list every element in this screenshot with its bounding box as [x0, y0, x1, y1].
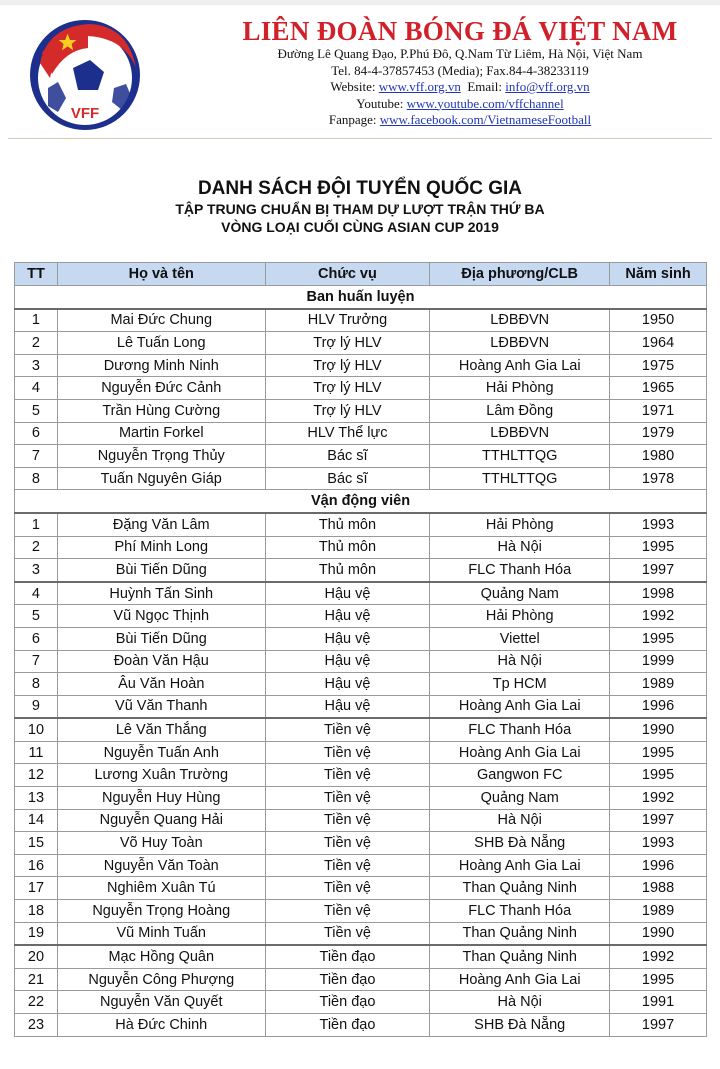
table-row [15, 536, 707, 559]
person-name: Nguyễn Đức Cảnh [57, 377, 265, 400]
row-number: 9 [15, 695, 58, 718]
logo-text: VFF [70, 105, 100, 122]
club: Than Quảng Ninh [430, 922, 610, 945]
club: Than Quảng Ninh [430, 945, 610, 968]
row-number: 7 [15, 650, 58, 673]
row-number: 15 [15, 832, 58, 855]
club: Hà Nội [430, 650, 610, 673]
person-name: Đoàn Văn Hậu [57, 650, 265, 673]
birth-year: 1979 [610, 422, 707, 445]
birth-year: 1989 [610, 900, 707, 923]
title-sub2: VÒNG LOẠI CUỐI CÙNG ASIAN CUP 2019 [221, 219, 499, 235]
birth-year: 1965 [610, 377, 707, 400]
table-row [15, 605, 707, 628]
table-row [15, 695, 707, 718]
person-name: Nguyễn Văn Toàn [57, 854, 265, 877]
role: Tiền vệ [265, 741, 430, 764]
role: Hậu vệ [265, 582, 430, 605]
person-name: Phí Minh Long [57, 536, 265, 559]
row-number: 23 [15, 1014, 58, 1037]
row-number: 6 [15, 422, 58, 445]
row-number: 2 [15, 332, 58, 355]
role: Trợ lý HLV [265, 377, 430, 400]
role: Hậu vệ [265, 605, 430, 628]
row-number: 3 [15, 354, 58, 377]
birth-year: 1996 [610, 695, 707, 718]
club: Hà Nội [430, 536, 610, 559]
org-name: LIÊN ĐOÀN BÓNG ĐÁ VIỆT NAM [242, 16, 678, 46]
person-name: Nguyễn Tuấn Anh [57, 741, 265, 764]
birth-year: 1992 [610, 787, 707, 810]
birth-year: 1950 [610, 309, 707, 332]
role: Tiền đạo [265, 991, 430, 1014]
birth-year: 1971 [610, 399, 707, 422]
club: Hoàng Anh Gia Lai [430, 968, 610, 991]
row-number: 1 [15, 309, 58, 332]
person-name: Nguyễn Công Phượng [57, 968, 265, 991]
role: HLV Trưởng [265, 309, 430, 332]
club: Hải Phòng [430, 605, 610, 628]
document-title [0, 178, 720, 236]
birth-year: 1990 [610, 718, 707, 741]
row-number: 16 [15, 854, 58, 877]
role: Hậu vệ [265, 627, 430, 650]
birth-year: 1996 [610, 854, 707, 877]
row-number: 4 [15, 377, 58, 400]
person-name: Lương Xuân Trường [57, 764, 265, 787]
club: FLC Thanh Hóa [430, 718, 610, 741]
role: Thủ môn [265, 536, 430, 559]
table-row [15, 718, 707, 741]
club: Viettel [430, 627, 610, 650]
person-name: Nguyễn Trọng Thủy [57, 445, 265, 468]
website-label: Website: [330, 79, 379, 94]
col-club: Địa phương/CLB [430, 263, 610, 286]
row-number: 19 [15, 922, 58, 945]
role: Bác sĩ [265, 445, 430, 468]
person-name: Nguyễn Văn Quyết [57, 991, 265, 1014]
section-row [15, 286, 707, 309]
row-number: 14 [15, 809, 58, 832]
table-row [15, 627, 707, 650]
col-name: Họ và tên [57, 263, 265, 286]
person-name: Vũ Văn Thanh [57, 695, 265, 718]
table-row [15, 945, 707, 968]
role: Tiền vệ [265, 718, 430, 741]
col-birth-year: Năm sinh [610, 263, 707, 286]
role: Tiền vệ [265, 764, 430, 787]
row-number: 1 [15, 513, 58, 536]
person-name: Vũ Minh Tuấn [57, 922, 265, 945]
title-main: DANH SÁCH ĐỘI TUYỂN QUỐC GIA [197, 178, 523, 199]
tel: Tel. 84-4-37857453 (Media); Fax.84-4-38233119 [331, 62, 589, 78]
row-number: 4 [15, 582, 58, 605]
club: Hoàng Anh Gia Lai [430, 354, 610, 377]
birth-year: 1995 [610, 764, 707, 787]
club: Quảng Nam [430, 582, 610, 605]
row-number: 20 [15, 945, 58, 968]
club: Tp HCM [430, 673, 610, 696]
birth-year: 1978 [610, 467, 707, 490]
table-row [15, 354, 707, 377]
table-row [15, 968, 707, 991]
table-row [15, 309, 707, 332]
table-row [15, 922, 707, 945]
role: Hậu vệ [265, 650, 430, 673]
club: Quảng Nam [430, 787, 610, 810]
row-number: 10 [15, 718, 58, 741]
birth-year: 1995 [610, 741, 707, 764]
role: Tiền đạo [265, 945, 430, 968]
club: SHB Đà Nẵng [430, 832, 610, 855]
club: TTHLTTQG [430, 467, 610, 490]
club: Hà Nội [430, 991, 610, 1014]
person-name: Tuấn Nguyên Giáp [57, 467, 265, 490]
person-name: Mạc Hồng Quân [57, 945, 265, 968]
section-title: Ban huấn luyện [15, 286, 707, 309]
birth-year: 1995 [610, 536, 707, 559]
table-row [15, 582, 707, 605]
role: Trợ lý HLV [265, 332, 430, 355]
birth-year: 1998 [610, 582, 707, 605]
table-row [15, 513, 707, 536]
youtube-link[interactable]: www.youtube.com/vffchannel [406, 95, 564, 111]
role: HLV Thể lực [265, 422, 430, 445]
club: LĐBĐVN [430, 332, 610, 355]
table-row [15, 900, 707, 923]
birth-year: 1997 [610, 1014, 707, 1037]
email-link[interactable]: info@vff.org.vn [505, 79, 590, 94]
row-number: 11 [15, 741, 58, 764]
table-row [15, 809, 707, 832]
row-number: 21 [15, 968, 58, 991]
row-number: 8 [15, 467, 58, 490]
row-number: 7 [15, 445, 58, 468]
row-number: 3 [15, 559, 58, 582]
birth-year: 1988 [610, 877, 707, 900]
table-row [15, 854, 707, 877]
person-name: Lê Văn Thắng [57, 718, 265, 741]
header-divider [8, 138, 712, 139]
youtube-label: Youtube: [356, 95, 407, 111]
person-name: Nghiêm Xuân Tú [57, 877, 265, 900]
club: FLC Thanh Hóa [430, 900, 610, 923]
vff-logo [28, 18, 142, 132]
letterhead [220, 16, 700, 129]
row-number: 8 [15, 673, 58, 696]
table-row [15, 877, 707, 900]
row-number: 13 [15, 787, 58, 810]
person-name: Huỳnh Tấn Sinh [57, 582, 265, 605]
person-name: Dương Minh Ninh [57, 354, 265, 377]
club: Hoàng Anh Gia Lai [430, 695, 610, 718]
role: Thủ môn [265, 513, 430, 536]
person-name: Lê Tuấn Long [57, 332, 265, 355]
person-name: Nguyễn Quang Hải [57, 809, 265, 832]
person-name: Trần Hùng Cường [57, 399, 265, 422]
role: Hậu vệ [265, 673, 430, 696]
person-name: Võ Huy Toàn [57, 832, 265, 855]
person-name: Hà Đức Chinh [57, 1014, 265, 1037]
person-name: Nguyễn Trọng Hoàng [57, 900, 265, 923]
club: Hoàng Anh Gia Lai [430, 741, 610, 764]
birth-year: 1993 [610, 832, 707, 855]
table-row [15, 559, 707, 582]
squad-table [14, 262, 707, 1037]
table-row [15, 764, 707, 787]
role: Tiền vệ [265, 854, 430, 877]
section-title: Vận động viên [15, 490, 707, 513]
fanpage-link[interactable]: www.facebook.com/VietnameseFootball [379, 112, 592, 127]
club: Hà Nội [430, 809, 610, 832]
club: SHB Đà Nẵng [430, 1014, 610, 1037]
row-number: 5 [15, 605, 58, 628]
birth-year: 1989 [610, 673, 707, 696]
table-row [15, 467, 707, 490]
role: Tiền đạo [265, 968, 430, 991]
role: Trợ lý HLV [265, 399, 430, 422]
table-row [15, 832, 707, 855]
role: Tiền vệ [265, 809, 430, 832]
birth-year: 1964 [610, 332, 707, 355]
club: Hải Phòng [430, 377, 610, 400]
club: Hoàng Anh Gia Lai [430, 854, 610, 877]
table-row [15, 741, 707, 764]
birth-year: 1990 [610, 922, 707, 945]
table-row [15, 787, 707, 810]
birth-year: 1975 [610, 354, 707, 377]
person-name: Bùi Tiến Dũng [57, 627, 265, 650]
table-row [15, 1014, 707, 1037]
row-number: 17 [15, 877, 58, 900]
row-number: 5 [15, 399, 58, 422]
birth-year: 1999 [610, 650, 707, 673]
birth-year: 1991 [610, 991, 707, 1014]
address: Đường Lê Quang Đạo, P.Phú Đô, Q.Nam Từ Liêm, Hà Nội, Việt Nam [277, 46, 643, 61]
role: Tiền đạo [265, 1014, 430, 1037]
role: Tiền vệ [265, 832, 430, 855]
row-number: 12 [15, 764, 58, 787]
person-name: Đặng Văn Lâm [57, 513, 265, 536]
club: Gangwon FC [430, 764, 610, 787]
person-name: Âu Văn Hoàn [57, 673, 265, 696]
club: LĐBĐVN [430, 422, 610, 445]
table-row [15, 332, 707, 355]
birth-year: 1993 [610, 513, 707, 536]
club: FLC Thanh Hóa [430, 559, 610, 582]
email-label: Email: [467, 79, 506, 94]
title-sub1: TẬP TRUNG CHUẨN BỊ THAM DỰ LƯỢT TRẬN THỨ BA [175, 201, 545, 217]
club: Lâm Đồng [430, 399, 610, 422]
table-row [15, 422, 707, 445]
table-row [15, 673, 707, 696]
role: Thủ môn [265, 559, 430, 582]
role: Tiền vệ [265, 922, 430, 945]
table-row [15, 377, 707, 400]
person-name: Martin Forkel [57, 422, 265, 445]
table-header-row [15, 263, 707, 286]
birth-year: 1980 [610, 445, 707, 468]
col-position: Chức vụ [265, 263, 430, 286]
person-name: Mai Đức Chung [57, 309, 265, 332]
role: Tiền vệ [265, 787, 430, 810]
row-number: 22 [15, 991, 58, 1014]
person-name: Bùi Tiến Dũng [57, 559, 265, 582]
website-link[interactable]: www.vff.org.vn [378, 79, 461, 94]
birth-year: 1992 [610, 605, 707, 628]
role: Trợ lý HLV [265, 354, 430, 377]
role: Hậu vệ [265, 695, 430, 718]
club: TTHLTTQG [430, 445, 610, 468]
birth-year: 1992 [610, 945, 707, 968]
table-row [15, 991, 707, 1014]
person-name: Vũ Ngọc Thịnh [57, 605, 265, 628]
fanpage-label: Fanpage: [328, 112, 380, 127]
row-number: 6 [15, 627, 58, 650]
birth-year: 1997 [610, 809, 707, 832]
birth-year: 1995 [610, 627, 707, 650]
section-row [15, 490, 707, 513]
top-bar [0, 0, 720, 5]
role: Tiền vệ [265, 877, 430, 900]
person-name: Nguyễn Huy Hùng [57, 787, 265, 810]
col-tt: TT [15, 263, 58, 286]
table-row [15, 399, 707, 422]
table-row [15, 650, 707, 673]
row-number: 18 [15, 900, 58, 923]
club: Than Quảng Ninh [430, 877, 610, 900]
club: Hải Phòng [430, 513, 610, 536]
club: LĐBĐVN [430, 309, 610, 332]
table-row [15, 445, 707, 468]
birth-year: 1997 [610, 559, 707, 582]
birth-year: 1995 [610, 968, 707, 991]
row-number: 2 [15, 536, 58, 559]
role: Bác sĩ [265, 467, 430, 490]
role: Tiền vệ [265, 900, 430, 923]
contact-line [220, 79, 700, 96]
